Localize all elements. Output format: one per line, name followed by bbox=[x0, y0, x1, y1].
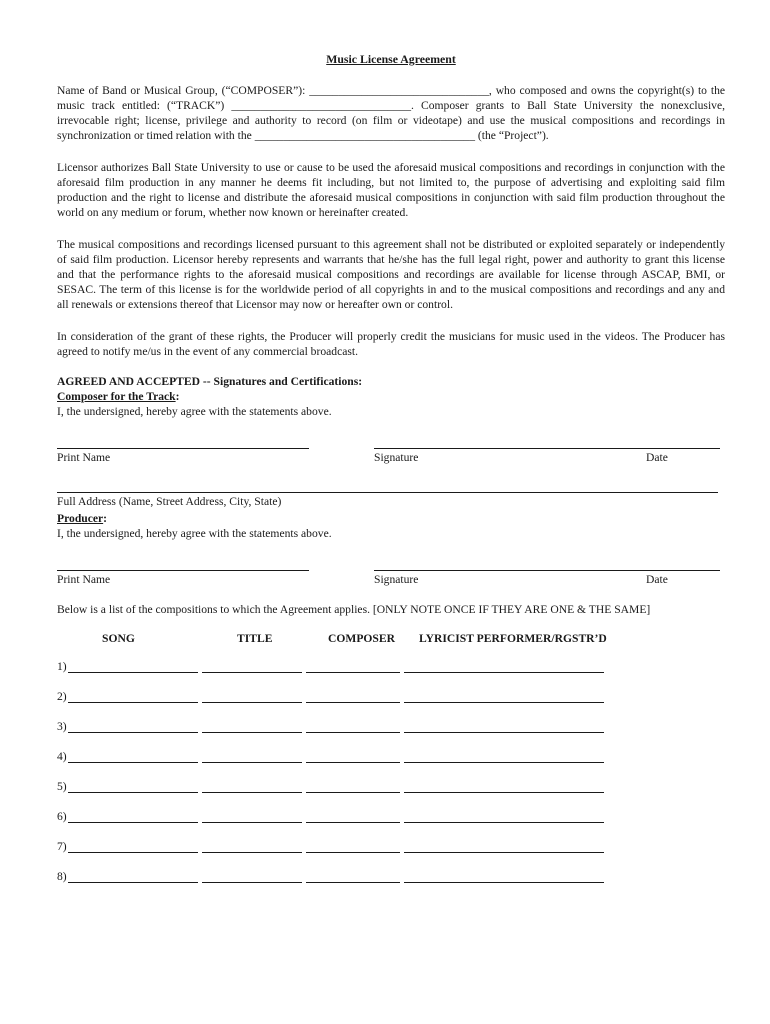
list-item bbox=[57, 689, 725, 719]
composer-address-row bbox=[57, 480, 725, 510]
song-field[interactable] bbox=[68, 689, 198, 703]
producer-colon: : bbox=[103, 512, 108, 525]
row-number: 5) bbox=[57, 780, 67, 793]
column-composer: COMPOSER bbox=[328, 632, 395, 645]
compositions-header bbox=[57, 631, 725, 649]
lyricist-performer-field[interactable] bbox=[404, 719, 604, 733]
song-field[interactable] bbox=[68, 839, 198, 853]
song-field[interactable] bbox=[68, 809, 198, 823]
composer-field[interactable] bbox=[306, 659, 400, 673]
column-song: SONG bbox=[102, 632, 135, 645]
list-item bbox=[57, 809, 725, 839]
row-number: 7) bbox=[57, 840, 67, 853]
producer-agree-statement: I, the undersigned, hereby agree with the statements above. bbox=[57, 527, 332, 540]
producer-signature-line[interactable] bbox=[374, 558, 720, 571]
composer-field[interactable] bbox=[306, 839, 400, 853]
list-item bbox=[57, 719, 725, 749]
list-item bbox=[57, 749, 725, 779]
lyricist-performer-field[interactable] bbox=[404, 839, 604, 853]
agreed-heading: AGREED AND ACCEPTED -- Signatures and Certifications: bbox=[57, 375, 363, 388]
document-page bbox=[57, 48, 725, 899]
row-number: 8) bbox=[57, 870, 67, 883]
title-field[interactable] bbox=[202, 719, 302, 733]
composer-field[interactable] bbox=[306, 719, 400, 733]
signature-label: Signature bbox=[374, 573, 419, 586]
date-label: Date bbox=[646, 573, 668, 586]
producer-print-name-line[interactable] bbox=[57, 558, 309, 571]
row-number: 3) bbox=[57, 720, 67, 733]
intro-text-4: (the “Project”). bbox=[477, 129, 549, 142]
intro-paragraph: Name of Band or Musical Group, (“COMPOSER”): _______________________________, who composed and owns the copyright(s) to the music track entitled: (“TRACK”) _______________________________. Composer grants to Ball State University the nonexclusive, irrevocable right; license, privilege and authority to record (on film or videotape) and use the musical compositions and recordings in synchronization or timed relation with the ______________________________________ (the “Project”). bbox=[57, 84, 726, 142]
producer-section bbox=[57, 511, 725, 541]
list-item bbox=[57, 869, 725, 899]
intro-text-2: who composed and owns the copyright(s) to the music track entitled: (“TRACK”) bbox=[57, 84, 726, 112]
print-name-label: Print Name bbox=[57, 573, 111, 586]
compositions-list bbox=[57, 659, 725, 899]
lyricist-performer-field[interactable] bbox=[404, 749, 604, 763]
compositions-intro: Below is a list of the compositions to which the Agreement applies. [ONLY NOTE ONCE IF THEY ARE ONE & THE SAME] bbox=[57, 603, 651, 616]
composer-name-blank[interactable]: _______________________________ bbox=[309, 84, 489, 97]
list-item bbox=[57, 839, 725, 869]
title-field[interactable] bbox=[202, 809, 302, 823]
title-field[interactable] bbox=[202, 779, 302, 793]
lyricist-performer-field[interactable] bbox=[404, 689, 604, 703]
composer-signature-row bbox=[57, 436, 725, 466]
lyricist-performer-field[interactable] bbox=[404, 659, 604, 673]
composer-field[interactable] bbox=[306, 689, 400, 703]
title-field[interactable] bbox=[202, 659, 302, 673]
track-name-blank[interactable]: _______________________________ bbox=[231, 99, 412, 112]
consideration-paragraph: In consideration of the grant of these rights, the Producer will properly credit the musicians for music used in the videos. The Producer has agreed to notify me/us in the event of any commercial broadcast. bbox=[57, 330, 725, 358]
lyricist-performer-field[interactable] bbox=[404, 869, 604, 883]
agreed-section bbox=[57, 374, 725, 419]
signature-label: Signature bbox=[374, 451, 419, 464]
song-field[interactable] bbox=[68, 749, 198, 763]
composer-field[interactable] bbox=[306, 869, 400, 883]
song-field[interactable] bbox=[68, 779, 198, 793]
lyricist-performer-field[interactable] bbox=[404, 809, 604, 823]
lyricist-performer-field[interactable] bbox=[404, 779, 604, 793]
column-title: TITLE bbox=[237, 632, 273, 645]
title-field[interactable] bbox=[202, 869, 302, 883]
list-item bbox=[57, 779, 725, 809]
title-field[interactable] bbox=[202, 749, 302, 763]
column-lyricist-performer: LYRICIST PERFORMER/RGSTR’D bbox=[419, 632, 607, 645]
intro-text-3: Composer grants to Ball State University the nonexclusive, irrevocable right; license, privilege and authority to record (on film or videotape) and use the musical compositions and recordings in synchronization or timed relation with the bbox=[57, 99, 726, 142]
song-field[interactable] bbox=[68, 719, 198, 733]
date-label: Date bbox=[646, 451, 668, 464]
composer-field[interactable] bbox=[306, 809, 400, 823]
title-field[interactable] bbox=[202, 689, 302, 703]
intro-text-1: Name of Band or Musical Group, (“COMPOSER”): bbox=[57, 84, 306, 97]
authorization-paragraph: Licensor authorizes Ball State University to use or cause to be used the aforesaid musical compositions and recordings in conjunction with the aforesaid film production in any manner he deems fit including, but not limited to, the purpose of advertising and exploiting said film production and the right to license and distribute the aforesaid musical compositions in conjunction with said film production throughout the world on any medium or forum, whether now known or hereinafter created. bbox=[57, 161, 725, 219]
full-address-label: Full Address (Name, Street Address, City, State) bbox=[57, 495, 282, 508]
terms-paragraph: The musical compositions and recordings licensed pursuant to this agreement shall not be distributed or exploited separately or independently of said film production. Licensor hereby represents and warrants that he/she has the full legal right, power and authority to grant this license and that the performance rights to the aforesaid musical compositions and recordings are available for license through ASCAP, BMI, or SESAC. The term of this license is for the worldwide period of all copyrights in and to the musical compositions and recordings and any and all renewals or extensions thereof that Licensor may now or hereafter own or control. bbox=[57, 238, 725, 311]
project-name-blank[interactable]: ______________________________________ bbox=[254, 129, 475, 142]
composer-heading: Composer for the Track bbox=[57, 390, 176, 403]
row-number: 6) bbox=[57, 810, 67, 823]
song-field[interactable] bbox=[68, 659, 198, 673]
print-name-label: Print Name bbox=[57, 451, 111, 464]
list-item bbox=[57, 659, 725, 689]
composer-agree-statement: I, the undersigned, hereby agree with the statements above. bbox=[57, 405, 332, 418]
song-field[interactable] bbox=[68, 869, 198, 883]
composer-print-name-line[interactable] bbox=[57, 436, 309, 449]
composer-address-line[interactable] bbox=[57, 480, 718, 493]
composer-field[interactable] bbox=[306, 749, 400, 763]
producer-signature-row bbox=[57, 558, 725, 588]
title-field[interactable] bbox=[202, 839, 302, 853]
composer-signature-line[interactable] bbox=[374, 436, 720, 449]
row-number: 2) bbox=[57, 690, 67, 703]
document-title: Music License Agreement bbox=[326, 52, 456, 66]
producer-heading: Producer bbox=[57, 512, 104, 525]
row-number: 4) bbox=[57, 750, 67, 763]
composer-field[interactable] bbox=[306, 779, 400, 793]
row-number: 1) bbox=[57, 660, 67, 673]
composer-colon: : bbox=[175, 390, 180, 403]
